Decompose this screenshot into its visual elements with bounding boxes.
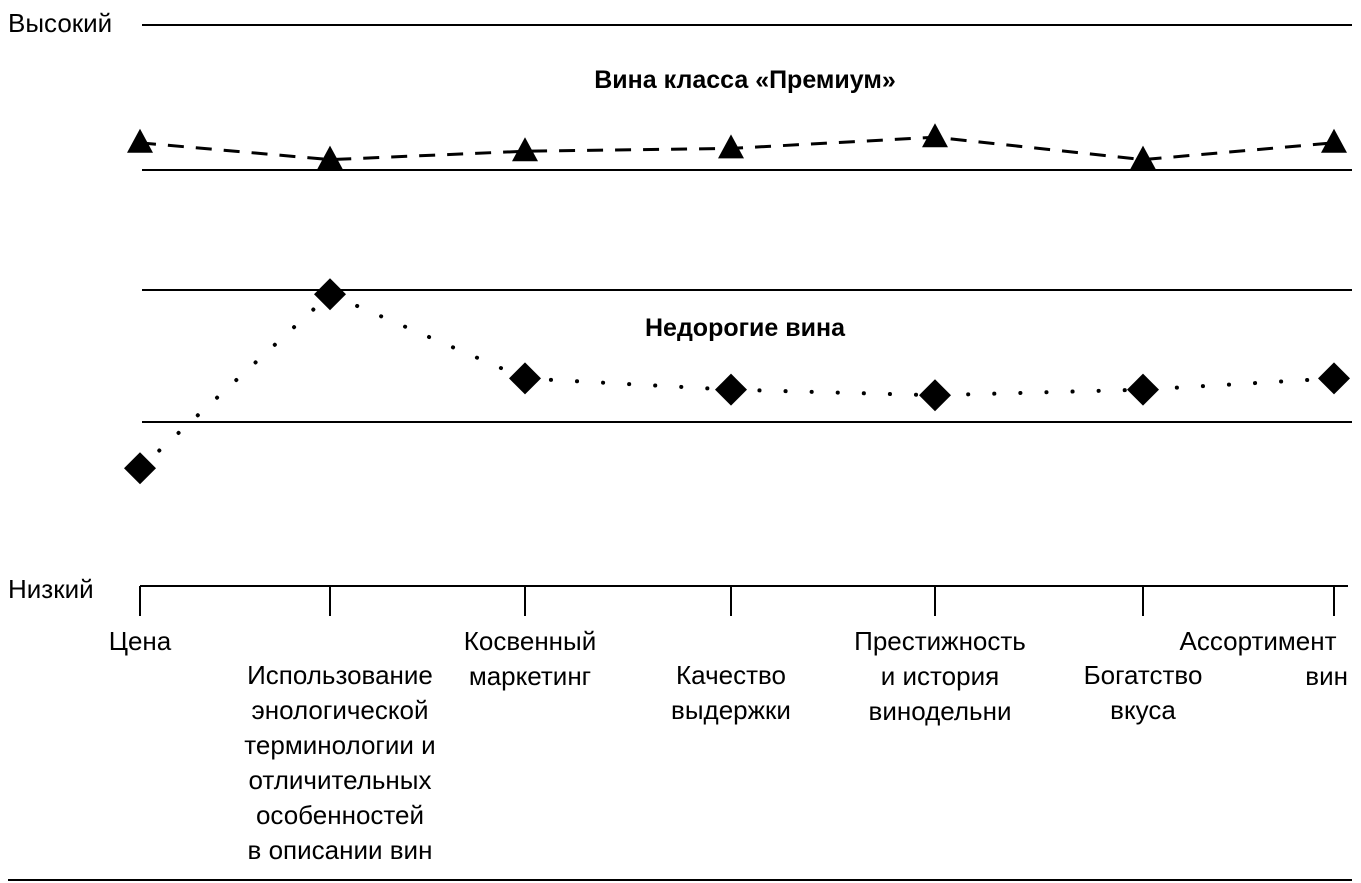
y-label-high: Высокий bbox=[8, 8, 113, 38]
x-label-1-line-0: Использование bbox=[247, 660, 433, 690]
series-1-point-3 bbox=[715, 374, 747, 406]
x-label-6-line-1: вин bbox=[1305, 661, 1348, 691]
series-0-point-2 bbox=[512, 137, 538, 161]
x-label-2-line-1: маркетинг bbox=[468, 661, 592, 691]
x-label-1-line-1: энологической bbox=[251, 695, 429, 725]
x-label-1-line-5: в описании вин bbox=[247, 835, 433, 865]
series-markers bbox=[124, 123, 1350, 484]
series-1-point-5 bbox=[1127, 374, 1159, 406]
x-label-1-line-3: отличительных bbox=[248, 765, 432, 795]
series-0-point-4 bbox=[922, 123, 948, 147]
series-1-point-2 bbox=[509, 362, 541, 394]
x-label-2-line-0: Косвенный bbox=[463, 626, 597, 656]
x-label-4-line-0: Престижность bbox=[854, 626, 1026, 656]
x-label-4-line-1: и история bbox=[880, 661, 1000, 691]
series-title-budget: Недорогие вина bbox=[644, 314, 846, 342]
x-label-3-line-0: Качество bbox=[676, 660, 786, 690]
series-lines bbox=[140, 137, 1334, 468]
series-1-point-1 bbox=[314, 278, 346, 310]
series-1-point-4 bbox=[919, 379, 951, 411]
x-label-3-line-1: выдержки bbox=[671, 695, 791, 725]
series-1-point-0 bbox=[124, 452, 156, 484]
y-label-low: Низкий bbox=[8, 574, 94, 604]
x-label-0-line-0: Цена bbox=[108, 626, 172, 656]
series-title-premium: Вина класса «Премиум» bbox=[594, 66, 896, 94]
x-label-6-line-0: Ассортимент bbox=[1179, 626, 1337, 656]
x-label-5-line-0: Богатство bbox=[1083, 660, 1203, 690]
x-label-5-line-1: вкуса bbox=[1110, 695, 1176, 725]
x-label-4-line-2: винодельни bbox=[868, 696, 1012, 726]
x-tick-labels bbox=[109, 626, 1348, 865]
series-0-point-0 bbox=[127, 129, 153, 153]
x-label-1-line-2: терминологии и bbox=[244, 730, 436, 760]
x-label-1-line-4: особенностей bbox=[255, 800, 425, 830]
series-0-point-6 bbox=[1321, 129, 1347, 153]
x-ticks bbox=[140, 586, 1334, 616]
series-1-point-6 bbox=[1318, 362, 1350, 394]
